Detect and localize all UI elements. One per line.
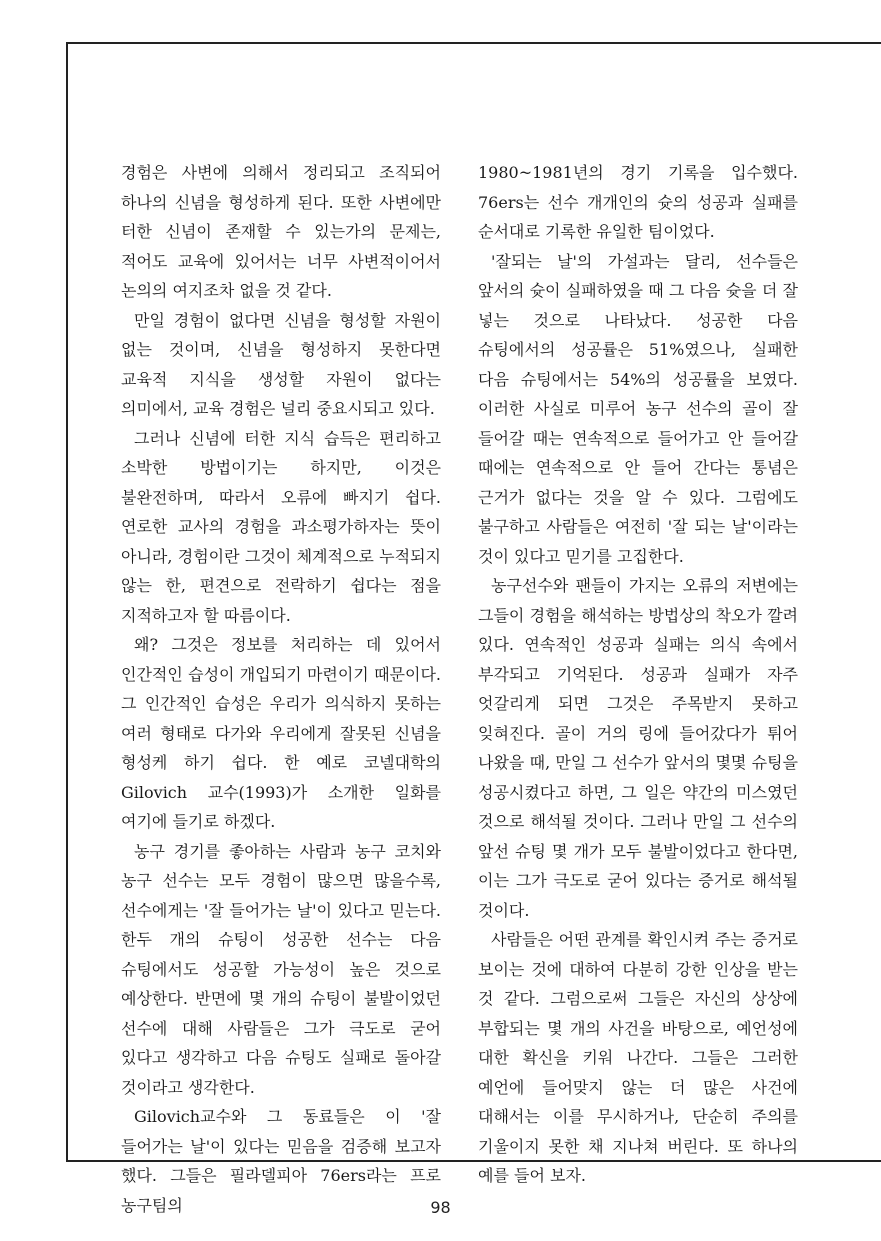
paragraph: '잘되는 날'의 가설과는 달리, 선수들은 앞서의 슛이 실패하였을 때 그 다음 슛을 더 잘 넣는 것으로 나타났다. 성공한 다음 슈팅에서의 성공률은 51%였으나, 실패한 다음 슈팅에서는 54%의 성공률을 보였다. 이러한 사실로 미루어 농구 선수의 골이 잘 들어갈 때는 연속적으로 들어가고 안 들어갈 때에는 연속적으로 안 들어 간다는 통념은 근거가 없다는 것을 알 수 있다. 그럼에도 불구하고 사람들은 여전히 '잘 되는 날'이라는 것이 있다고 믿기를 고집한다. — [478, 251, 798, 566]
paragraph: 1980~1981년의 경기 기록을 입수했다. 76ers는 선수 개개인의 슛의 성공과 실패를 순서대로 기록한 유일한 팀이었다. — [478, 163, 798, 241]
paragraph: 사람들은 어떤 관계를 확인시켜 주는 증거로 보이는 것에 대하여 다분히 강한 인상을 받는 것 같다. 그럼으로써 그들은 자신의 상상에 부합되는 몇 개의 사건을 바탕으로, 예언성에 대한 확신을 키워 나간다. 그들은 그러한 예언에 들어맞지 않는 더 많은 사건에 대해서는 이를 무시하거나, 단순히 주의를 기울이지 못한 채 지나쳐 버린다. 또 하나의 예를 들어 보자. — [478, 930, 798, 1185]
paragraph: 만일 경험이 없다면 신념을 형성할 자원이 없는 것이며, 신념을 형성하지 못한다면 교육적 지식을 생성할 자원이 없다는 의미에서, 교육 경험은 널리 중요시되고 있다. — [121, 310, 441, 418]
paragraph: 왜? 그것은 정보를 처리하는 데 있어서 인간적인 습성이 개입되기 마련이기 때문이다. 그 인간적인 습성은 우리가 의식하지 못하는 여러 형태로 다가와 우리에게 잘못된 신념을 형성케 하기 쉽다. 한 예로 코넬대학의 Gilovich 교수(1993)가 소개한 일화를 여기에 들기로 하겠다. — [121, 635, 441, 831]
right-text-column — [478, 158, 798, 1191]
paragraph: 경험은 사변에 의해서 정리되고 조직되어 하나의 신념을 형성하게 된다. 또한 사변에만 터한 신념이 존재할 수 있는가의 문제는, 적어도 교육에 있어서는 너무 사변적이어서 논의의 여지조차 없을 것 같다. — [121, 163, 441, 300]
paragraph: 농구 경기를 좋아하는 사람과 농구 코치와 농구 선수는 모두 경험이 많으면 많을수록, 선수에게는 '잘 들어가는 날'이 있다고 믿는다. 한두 개의 슈팅이 성공한 선수는 다음 슈팅에서도 성공할 가능성이 높은 것으로 예상한다. 반면에 몇 개의 슈팅이 불발이었던 선수에 대해 사람들은 그가 극도로 굳어 있다고 생각하고 다음 슈팅도 실패로 돌아갈 것이라고 생각한다. — [121, 841, 441, 1097]
paragraph: Gilovich교수와 그 동료들은 이 '잘 들어가는 날'이 있다는 믿음을 검증해 보고자 했다. 그들은 필라델피아 76ers라는 프로 농구팀의 — [121, 1107, 441, 1215]
paragraph: 농구선수와 팬들이 가지는 오류의 저변에는 그들이 경험을 해석하는 방법상의 착오가 깔려 있다. 연속적인 성공과 실패는 의식 속에서 부각되고 기억된다. 성공과 실패가 자주 엇갈리게 되면 그것은 주목받지 못하고 잊혀진다. 골이 거의 링에 들어갔다가 튀어 나왔을 때, 만일 그 선수가 앞서의 몇몇 슈팅을 성공시켰다고 하면, 그 일은 약간의 미스였던 것으로 해석될 것이다. 그러나 만일 그 선수의 앞선 슈팅 몇 개가 모두 불발이었다고 한다면, 이는 그가 극도로 굳어 있다는 증거로 해석될 것이다. — [478, 576, 798, 920]
paragraph: 그러나 신념에 터한 지식 습득은 편리하고 소박한 방법이기는 하지만, 이것은 불완전하며, 따라서 오류에 빠지기 쉽다. 연로한 교사의 경험을 과소평가하자는 뜻이 아니라, 경험이란 그것이 체계적으로 누적되지 않는 한, 편견으로 전락하기 쉽다는 점을 지적하고자 할 따름이다. — [121, 428, 441, 625]
left-text-column — [121, 158, 441, 1220]
page-number: 98 — [430, 1198, 451, 1217]
